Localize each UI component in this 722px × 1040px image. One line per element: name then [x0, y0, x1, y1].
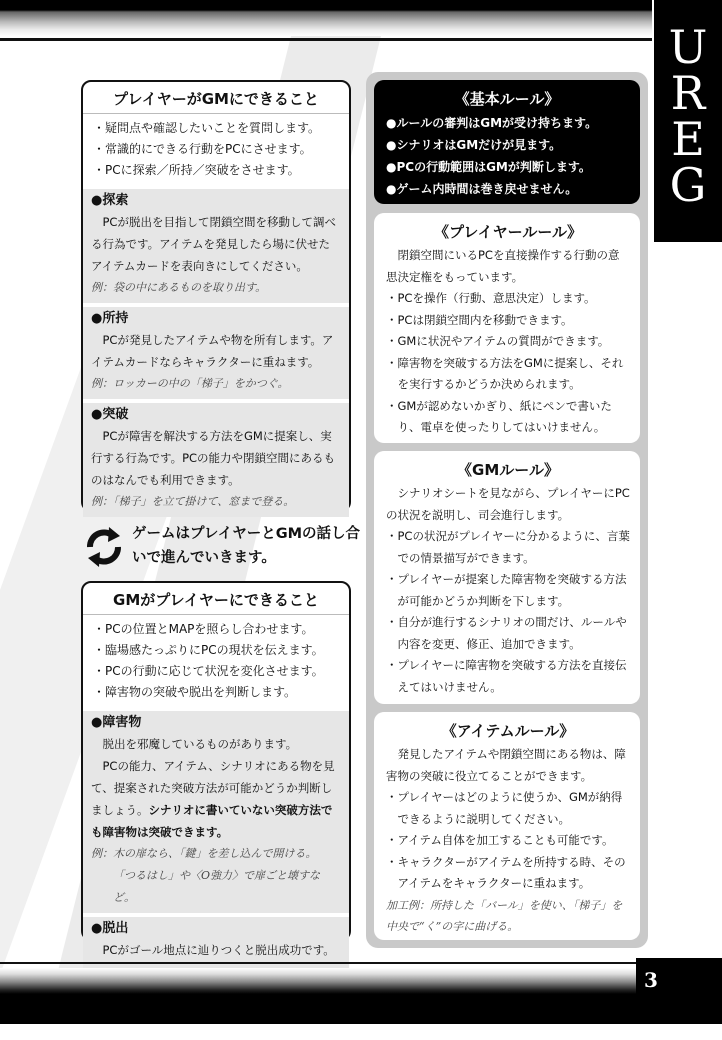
list-item: ・GMが認めないかぎり、紙にペンで書いたり、電卓を使ったりしてはいけません。: [386, 398, 612, 434]
section-body-text: PCの能力、アイテム、シナリオにある物を見て、提案された突破方法が可能かどうか判断しましょう。: [91, 759, 335, 817]
item-rules-list: [386, 787, 630, 895]
list-item: ・PCは閉鎖空間内を移動できます。: [386, 312, 573, 327]
basic-rules-box: [374, 80, 640, 204]
cycle-arrows-icon: [82, 525, 126, 569]
player-rules-title: 《プレイヤールール》: [433, 223, 583, 241]
section-example: 例：ロッカーの中の「梯子」をかつぐ。: [91, 377, 289, 390]
loop-caption: ゲームはプレイヤーとGMの話し合いで進んでいきます。: [132, 526, 361, 566]
list-item: ・疑問点や確認したいことを質問します。: [93, 121, 321, 135]
section-example: 「つるはし」や〈O強力〉で扉ごと壊すなど。: [113, 869, 321, 904]
list-item: ●PCの行動範囲はGMが判断します。: [386, 160, 591, 174]
section-body: PCが脱出を目指して閉鎖空間を移動して調べる行為です。アイテムを発見したら場に伏せたアイテムカードを表向きにしてください。: [91, 215, 336, 273]
list-item: ・アイテム自体を加工することも可能です。: [386, 833, 614, 847]
list-item: ・PCの位置とMAPを照らし合わせます。: [93, 622, 314, 636]
section-heading: ●所持: [91, 311, 129, 326]
list-item: ・プレイヤーはどのように使うか、GMが納得できるように説明してください。: [386, 790, 623, 826]
list-item: ・プレイヤーに障害物を突破する方法を直接伝えてはいけません。: [386, 658, 627, 694]
list-item: ・常識的にできる行動をPCにさせます。: [93, 142, 312, 156]
section-obstacle: [83, 707, 349, 913]
player-rules-list: [386, 288, 630, 439]
list-item: ・PCの行動に応じて状況を変化させます。: [93, 664, 324, 678]
list-item: ・PCを操作（行動、意思決定）します。: [386, 291, 596, 305]
section-example: 例：木の扉なら、「鍵」を差し込んで開ける。: [91, 847, 317, 860]
gm-rules-intro: シナリオシートを見ながら、プレイヤーにPCの状況を説明し、司会進行します。: [386, 486, 630, 522]
player-can-list: [83, 114, 349, 185]
section-heading: ●障害物: [91, 715, 142, 730]
section-search: [83, 185, 349, 303]
section-heading: ●脱出: [91, 921, 129, 936]
section-example: 例：袋の中にあるものを取り出す。: [91, 281, 267, 294]
section-body: PCが障害を解決する方法をGMに提案し、実行する行為です。PCの能力や閉鎖空間にあるものはなんでも利用できます。: [91, 429, 336, 487]
list-item: ・GMに状況やアイテムの質問ができます。: [386, 334, 610, 348]
basic-rules-list: [386, 112, 628, 200]
list-item: ●ルールの審判はGMが受け持ちます。: [386, 116, 598, 130]
player-can-title: プレイヤーがGMにできること: [83, 82, 349, 114]
list-item: ・臨場感たっぷりにPCの現状を伝えます。: [93, 643, 324, 657]
item-rules-box: [374, 712, 640, 940]
gm-can-box: [81, 581, 351, 957]
item-rules-example: 加工例：所持した「バール」を使い、「梯子」を中央で“く”の字に曲げる。: [386, 898, 623, 933]
top-rule: [0, 38, 652, 41]
bottom-rule: [0, 962, 640, 964]
player-rules-intro: 閉鎖空間にいるPCを直接操作する行動の意思決定権をもっています。: [386, 248, 620, 284]
page-number: 3: [636, 958, 722, 1002]
player-rules-box: [374, 213, 640, 443]
side-tab-label: UREG: [668, 20, 708, 212]
list-item: ・プレイヤーが提案した障害物を突破する方法が可能かどうか判断を下します。: [386, 572, 627, 608]
section-example: 例：「梯子」を立て掛けて、窓まで登る。: [91, 495, 295, 508]
list-item: ・PCの状況がプレイヤーに分かるように、言葉での情景描写ができます。: [386, 529, 630, 565]
section-body: PCがゴール地点に辿りつくと脱出成功です。: [102, 943, 335, 957]
list-item: ・キャラクターがアイテムを所持する時、そのアイテムをキャラクターに重ねます。: [386, 854, 626, 890]
top-gradient-bar: [0, 0, 652, 36]
section-heading: ●探索: [91, 193, 129, 208]
gm-rules-box: [374, 451, 640, 704]
side-tab: [654, 0, 722, 242]
section-body: [91, 755, 341, 843]
list-item: ●ゲーム内時間は巻き戻せません。: [386, 182, 578, 196]
list-item: ・障害物を突破する方法をGMに提案し、それを実行するかどうか決められます。: [386, 355, 624, 391]
list-item: ・PCに探索／所持／突破をさせます。: [93, 163, 300, 177]
list-item: ・障害物の突破や脱出を判断します。: [93, 685, 297, 699]
section-body-bold: シナリオに書いていない突破方法でも障害物は突破できます。: [91, 803, 333, 839]
section-breakthrough: [83, 399, 349, 517]
gm-rules-list: [386, 526, 630, 698]
section-escape: [83, 913, 349, 969]
bottom-gradient-bar: [0, 968, 722, 1024]
gm-can-title: GMがプレイヤーにできること: [83, 583, 349, 615]
section-body-line: 脱出を邪魔しているものがあります。: [102, 737, 298, 751]
list-item: ●シナリオはGMだけが見ます。: [386, 138, 562, 152]
list-item: ・自分が進行するシナリオの間だけ、ルールや内容を変更、修正、追加できます。: [386, 615, 627, 651]
item-rules-intro: 発見したアイテムや閉鎖空間にある物は、障害物の突破に役立てることができます。: [386, 747, 626, 783]
item-rules-title: 《アイテムルール》: [441, 722, 575, 740]
player-can-box: [81, 80, 351, 512]
gm-can-list: [83, 615, 349, 707]
section-possess: [83, 303, 349, 399]
section-body: PCが発見したアイテムや物を所有します。アイテムカードならキャラクターに重ねます。: [91, 333, 334, 369]
basic-rules-title: 《基本ルール》: [454, 90, 560, 108]
gm-rules-title: 《GMルール》: [457, 461, 559, 479]
section-heading: ●突破: [91, 407, 129, 422]
